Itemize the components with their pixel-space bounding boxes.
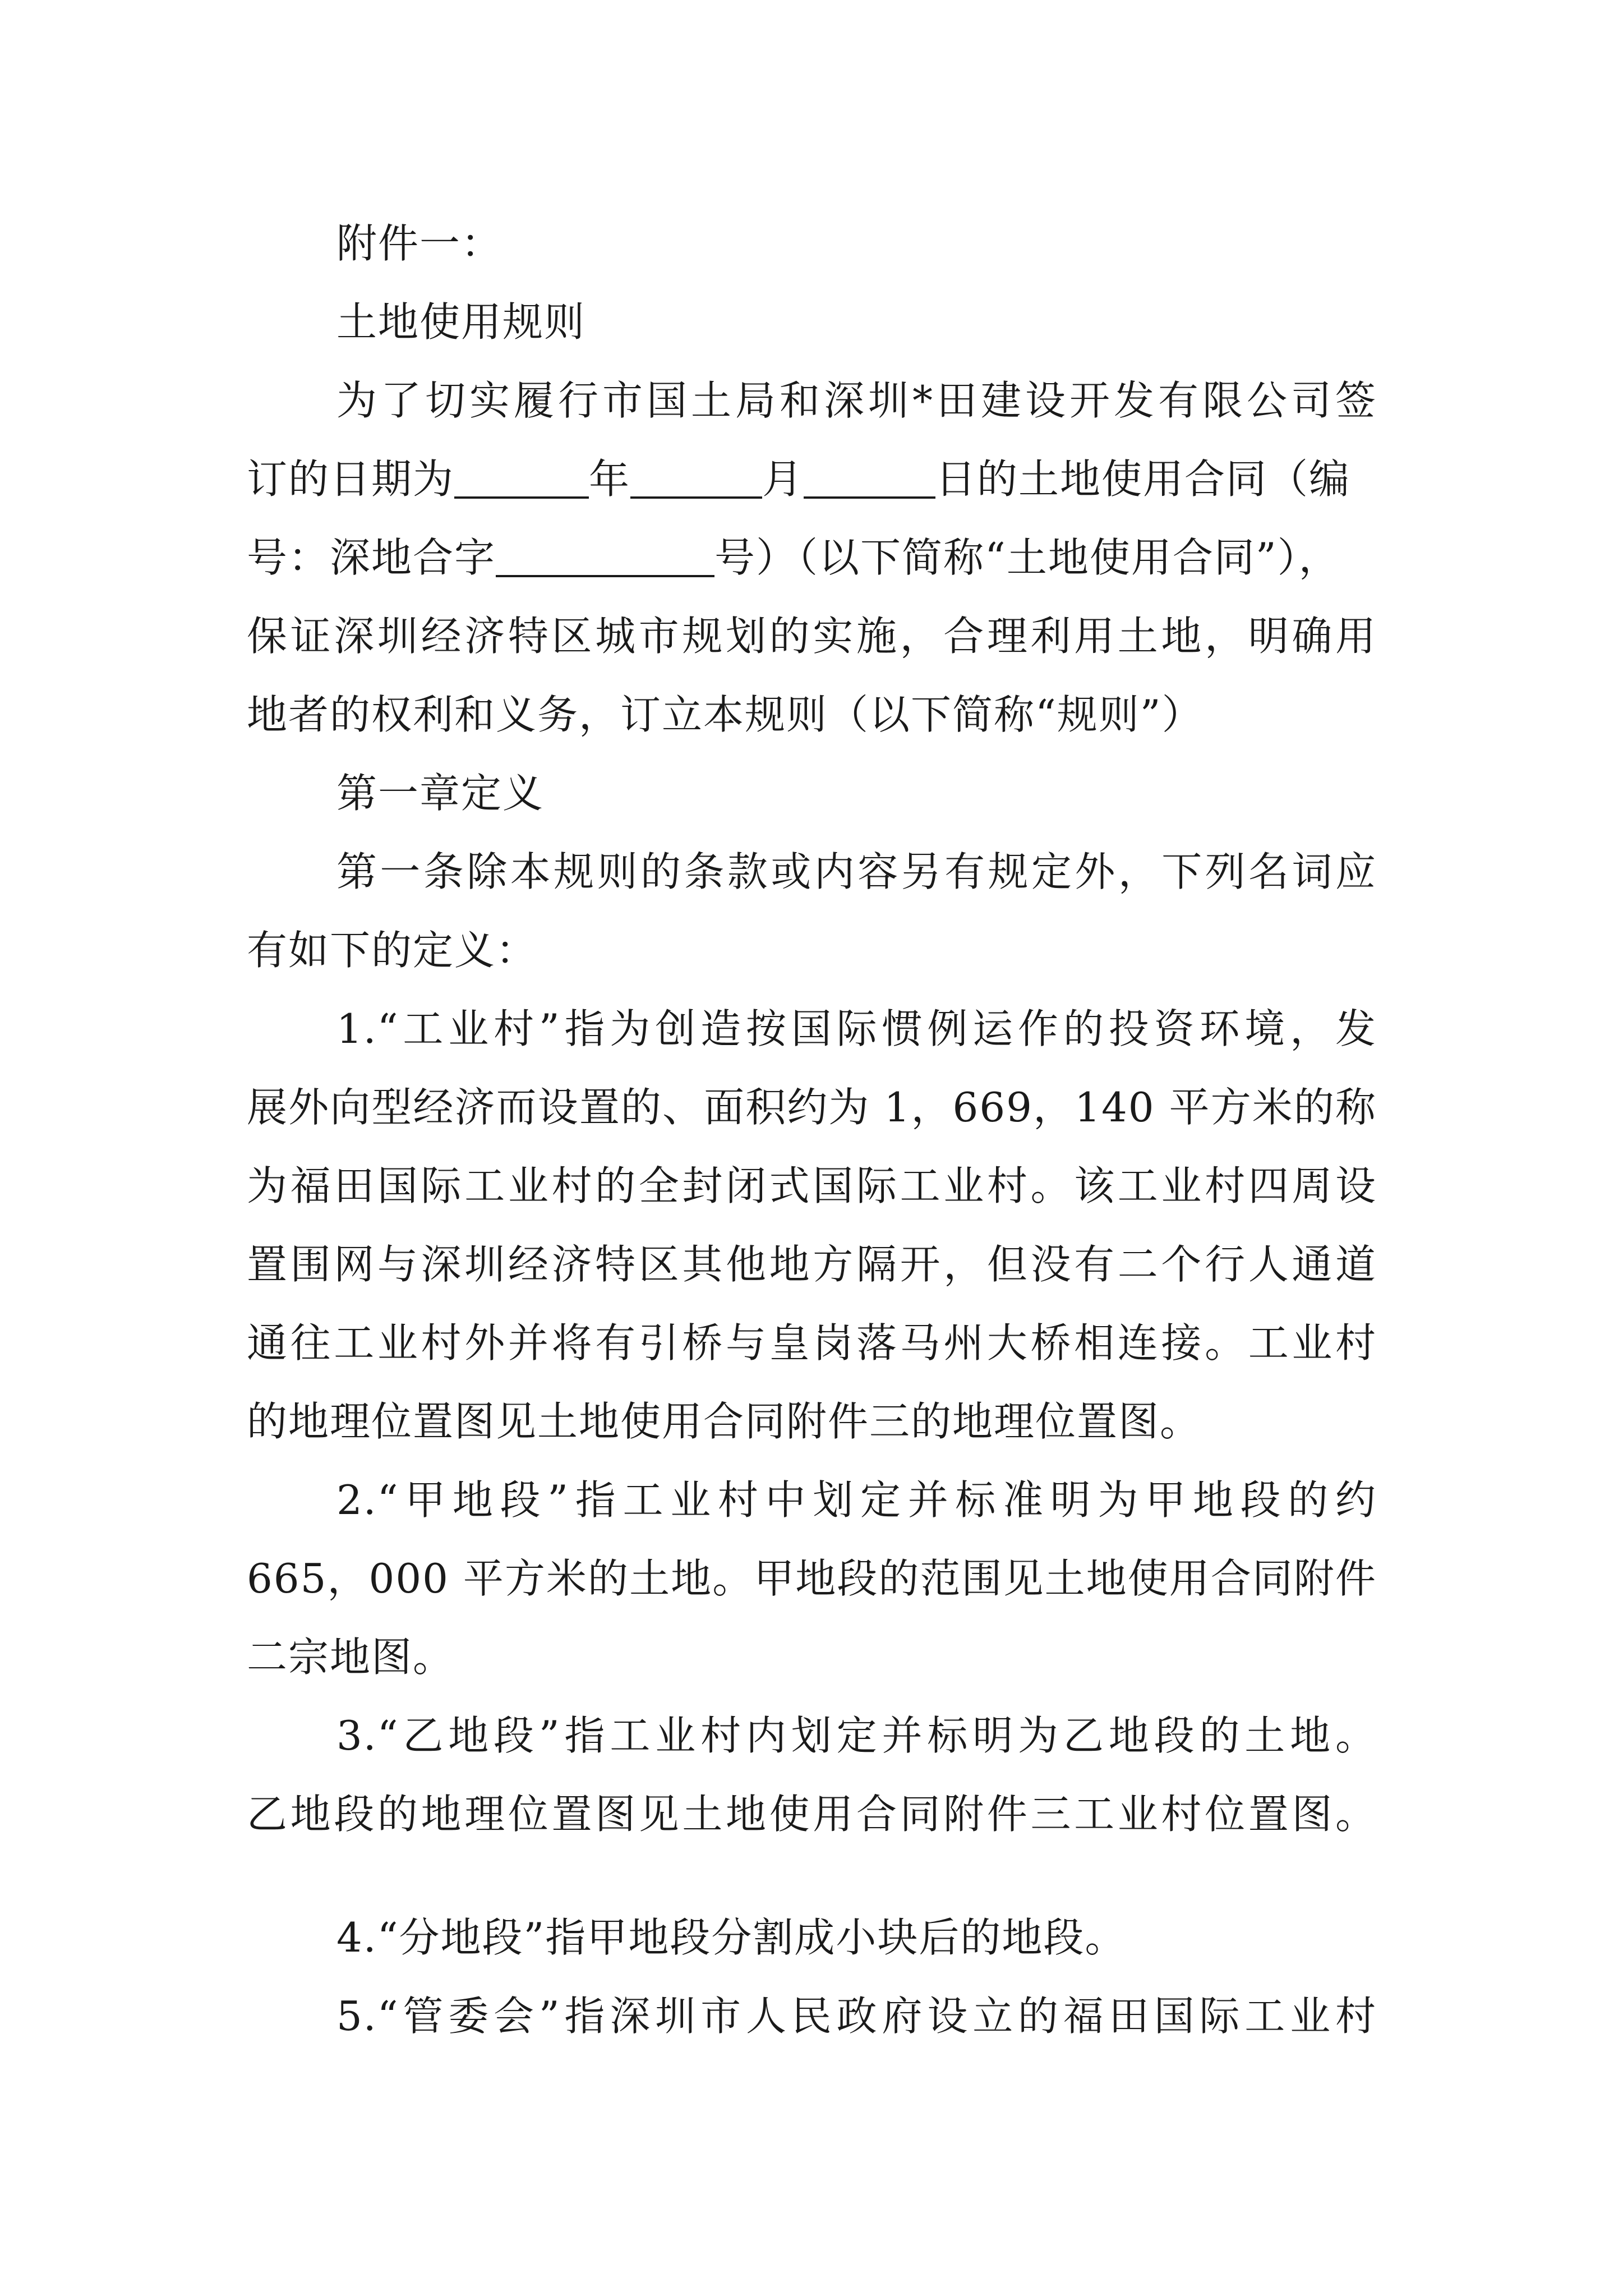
definition-1-line-3: 为福田国际工业村的全封闭式国际工业村。该工业村四周设 bbox=[247, 1162, 1377, 1209]
definition-2-line-2: 665，000 平方米的土地。甲地段的范围见土地使用合同附件 bbox=[247, 1555, 1377, 1602]
definition-1-line-2: 展外向型经济而设置的、面积约为 1，669，140 平方米的称 bbox=[247, 1084, 1377, 1131]
definition-1-line-1: 1.“工业村”指为创造按国际惯例运作的投资环境，发 bbox=[336, 1005, 1377, 1052]
definition-2-line-3: 二宗地图。 bbox=[247, 1634, 455, 1681]
intro-line-5: 地者的权利和义务，订立本规则（以下简称“规则”） bbox=[247, 691, 1204, 738]
definition-1-line-5: 通往工业村外并将有引桥与皇岗落马州大桥相连接。工业村 bbox=[247, 1319, 1377, 1366]
day-blank bbox=[804, 457, 935, 499]
year-label: 年 bbox=[589, 455, 631, 503]
contract-number-suffix: 号）（以下简称“土地使用合同”）， bbox=[714, 534, 1340, 581]
contract-number-prefix: 号：深地合字 bbox=[247, 534, 496, 581]
month-blank bbox=[630, 457, 762, 499]
definition-3-line-1: 3.“乙地段”指工业村内划定并标明为乙地段的土地。 bbox=[336, 1712, 1377, 1759]
article-1-line-1: 第一条除本规则的条款或内容另有规定外，下列名词应 bbox=[336, 848, 1377, 895]
contract-number-blank bbox=[496, 536, 714, 577]
intro-line-1: 为了切实履行市国土局和深圳*田建设开发有限公司签 bbox=[336, 377, 1377, 424]
definition-4-line-1: 4.“分地段”指甲地段分割成小块后的地段。 bbox=[336, 1914, 1127, 1961]
attachment-label: 附件一： bbox=[336, 220, 503, 267]
chapter-1-heading: 第一章定义 bbox=[336, 770, 545, 817]
intro-line-3 bbox=[247, 530, 1340, 586]
month-label: 月 bbox=[762, 455, 804, 503]
definition-1-line-4: 置围网与深圳经济特区其他地方隔开，但没有二个行人通道 bbox=[247, 1241, 1377, 1288]
article-1-line-2: 有如下的定义： bbox=[247, 927, 538, 974]
definition-5-line-1: 5.“管委会”指深圳市人民政府设立的福田国际工业村 bbox=[336, 1993, 1377, 2040]
definition-3-line-2: 乙地段的地理位置图见土地使用合同附件三工业村位置图。 bbox=[247, 1791, 1377, 1838]
intro-date-suffix: 日的土地使用合同（编 bbox=[935, 455, 1351, 503]
intro-line-4: 保证深圳经济特区城市规划的实施，合理利用土地，明确用 bbox=[247, 613, 1377, 660]
intro-line-2 bbox=[247, 451, 1350, 507]
document-title: 土地使用规则 bbox=[336, 298, 586, 346]
definition-2-line-1: 2.“甲地段”指工业村中划定并标准明为甲地段的约 bbox=[336, 1476, 1377, 1524]
year-blank bbox=[454, 457, 589, 499]
definition-1-line-6: 的地理位置图见土地使用合同附件三的地理位置图。 bbox=[247, 1398, 1202, 1445]
intro-date-prefix: 订的日期为 bbox=[247, 455, 455, 503]
